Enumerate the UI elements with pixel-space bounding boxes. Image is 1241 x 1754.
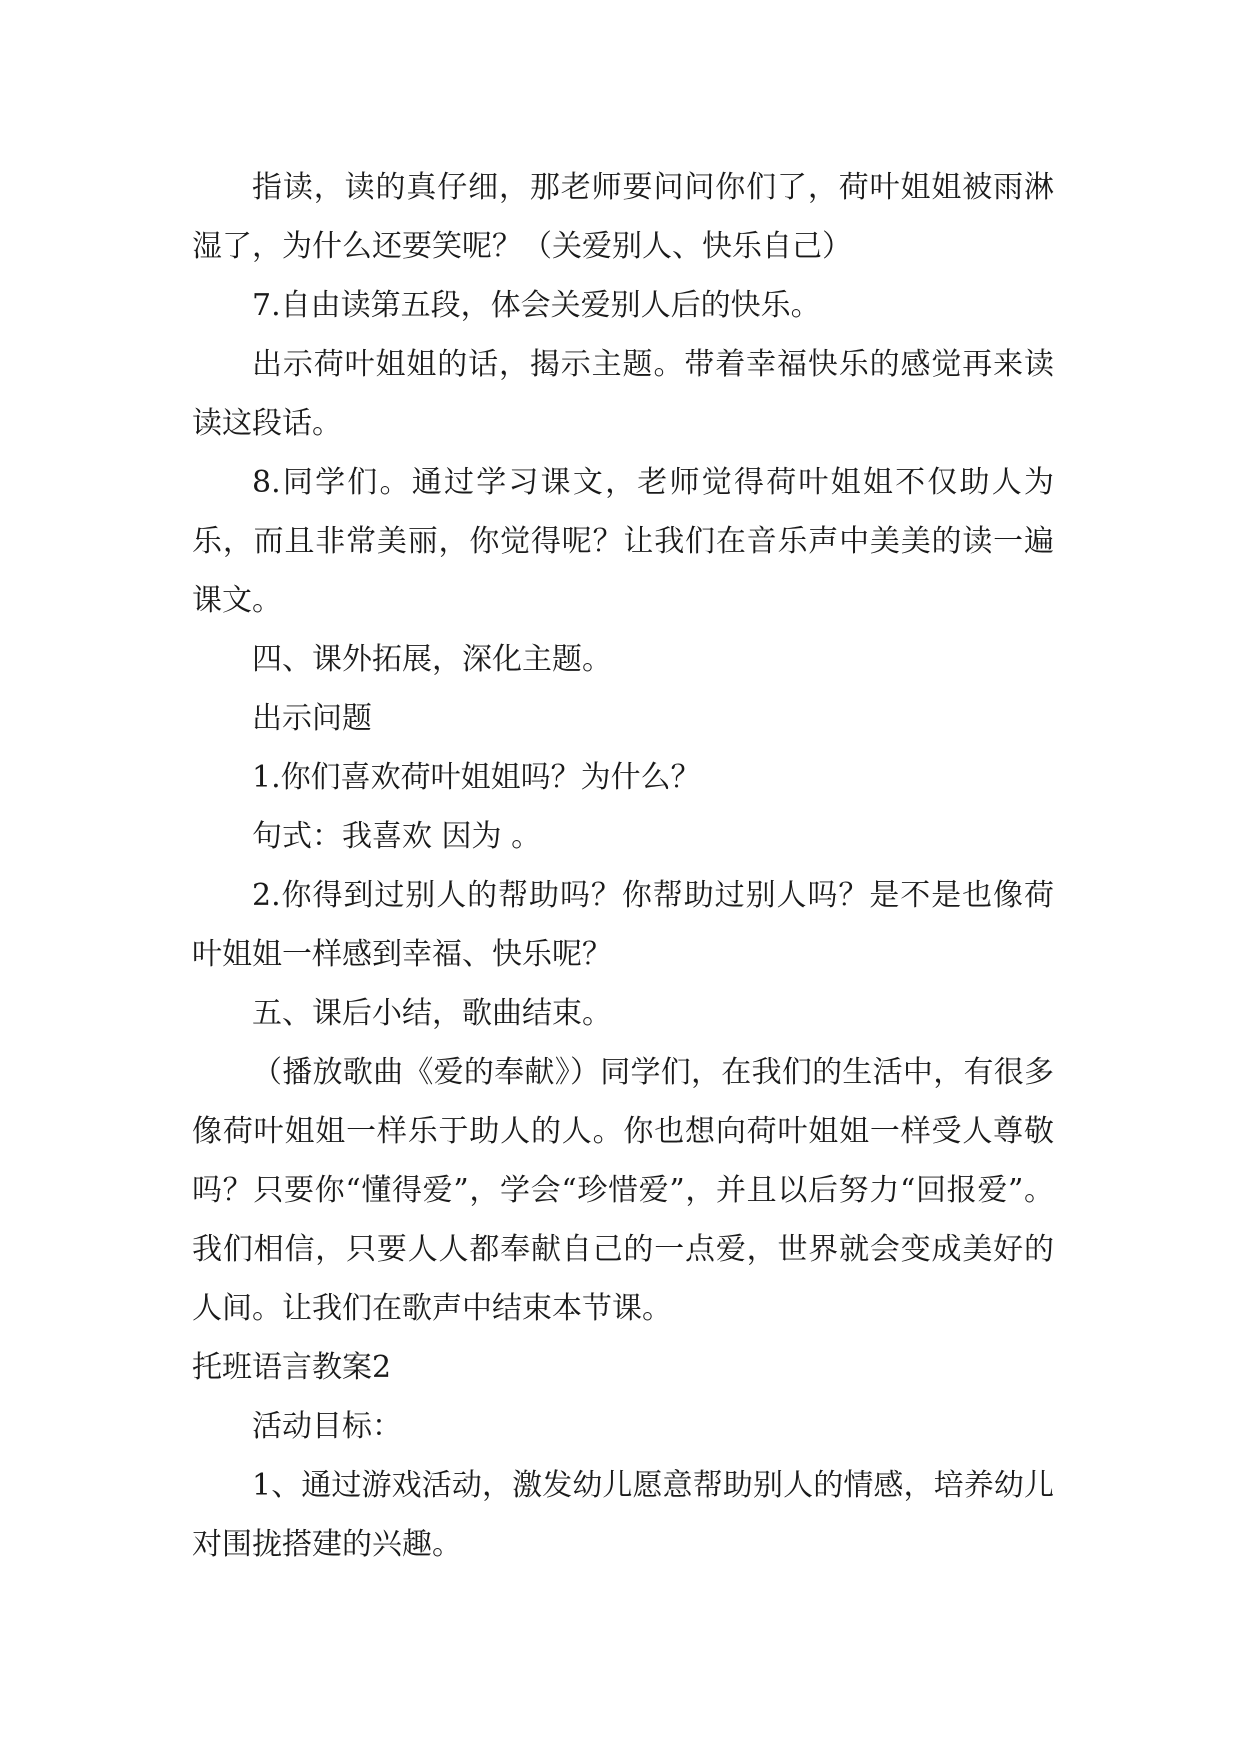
paragraph: 1、通过游戏活动，激发幼儿愿意帮助别人的情感，培养幼儿对围拢搭建的兴趣。 [192, 1468, 1054, 1562]
paragraph: 指读，读的真仔细，那老师要问问你们了，荷叶姐姐被雨淋湿了，为什么还要笑呢？（关爱别人、快乐自己） [192, 170, 1054, 264]
paragraph: 8.同学们。通过学习课文，老师觉得荷叶姐姐不仅助人为乐，而且非常美丽，你觉得呢？让我们在音乐声中美美的读一遍课文。 [192, 465, 1054, 618]
paragraph: （播放歌曲《爱的奉献》）同学们，在我们的生活中，有很多像荷叶姐姐一样乐于助人的人。你也想向荷叶姐姐一样受人尊敬吗？只要你“懂得爱”，学会“珍惜爱”，并且以后努力“回报爱”。我们相信，只要人人都奉献自己的一点爱，世界就会变成美好的人间。让我们在歌声中结束本节课。 [192, 1055, 1054, 1326]
section-heading: 活动目标： [252, 1409, 402, 1444]
question-item: 1.你们喜欢荷叶姐姐吗？为什么？ [252, 760, 701, 795]
document-page [192, 158, 1054, 1574]
lesson-title: 托班语言教案2 [192, 1350, 392, 1385]
paragraph: 出示问题 [252, 701, 372, 736]
section-heading: 五、课后小结，歌曲结束。 [252, 996, 612, 1031]
question-item: 2.你得到过别人的帮助吗？你帮助过别人吗？是不是也像荷叶姐姐一样感到幸福、快乐呢？ [192, 878, 1054, 972]
section-heading: 四、课外拓展，深化主题。 [252, 642, 612, 677]
sentence-pattern: 句式：我喜欢 因为 。 [252, 819, 542, 854]
paragraph: 出示荷叶姐姐的话，揭示主题。带着幸福快乐的感觉再来读读这段话。 [192, 347, 1054, 441]
paragraph: 7.自由读第五段，体会关爱别人后的快乐。 [252, 288, 821, 323]
